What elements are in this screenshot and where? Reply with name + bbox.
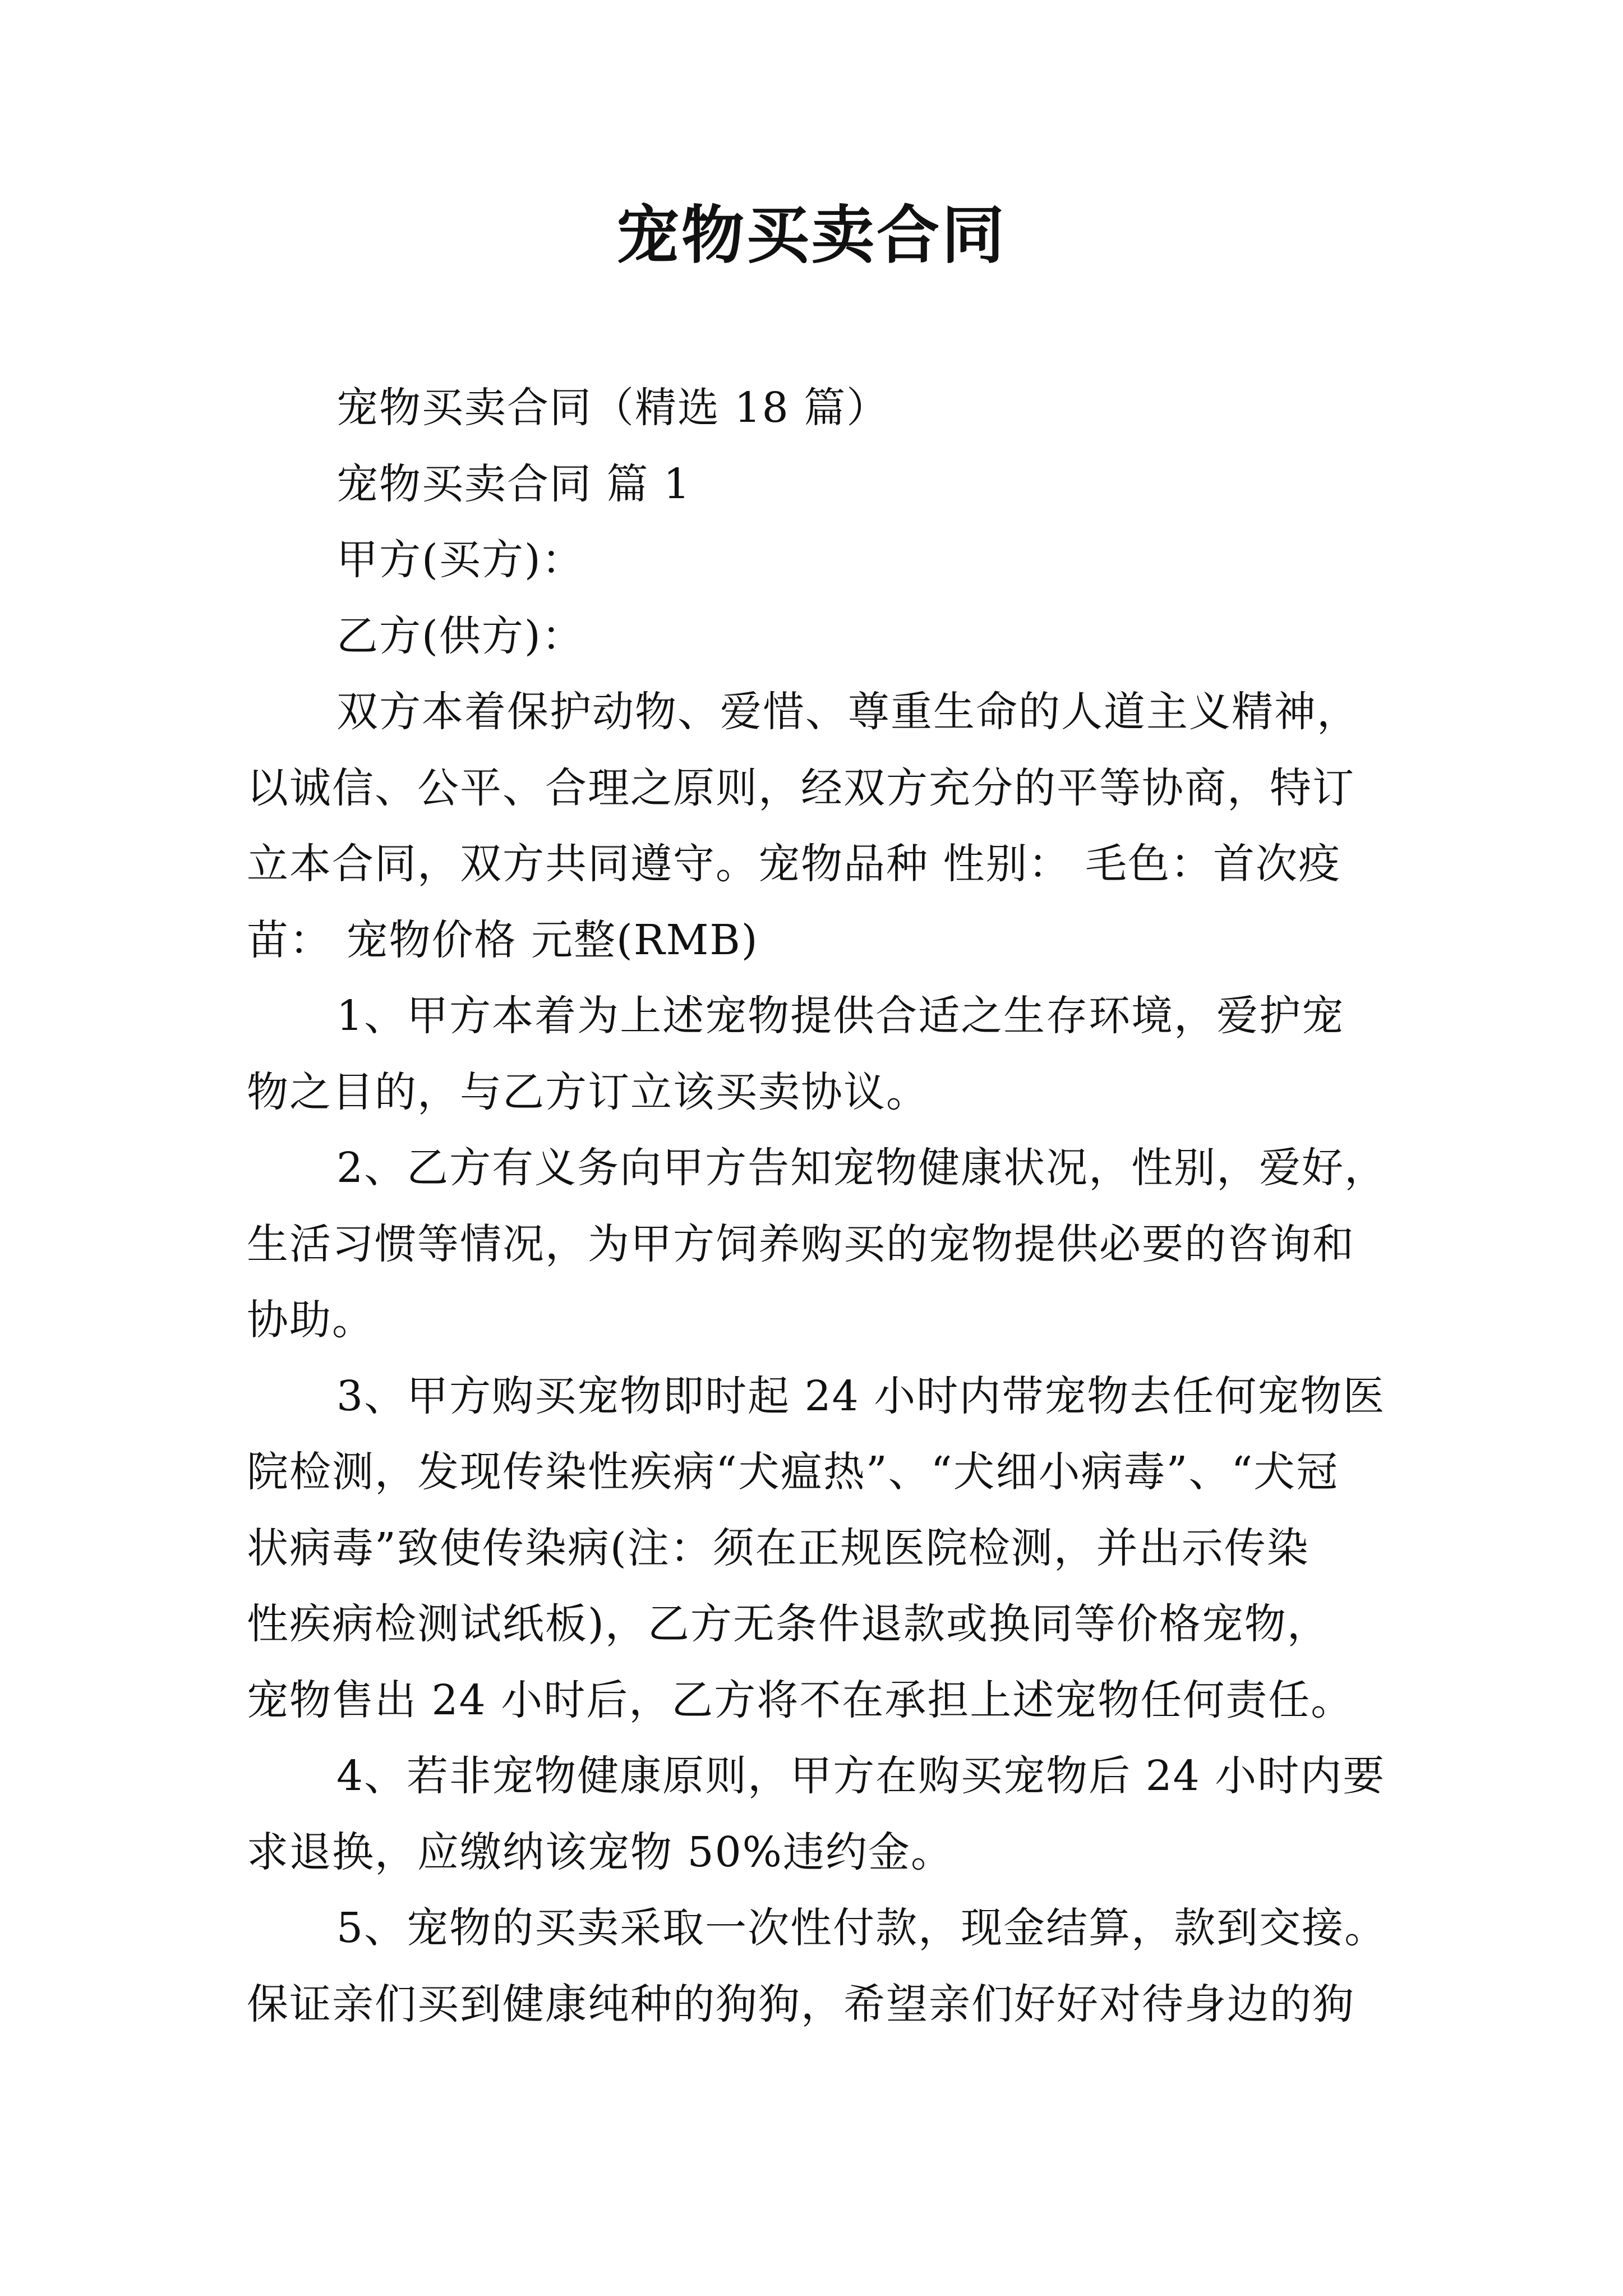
text-line: 3、甲方购买宠物即时起 24 小时内带宠物去任何宠物医 (336, 1372, 1386, 1420)
text-line: 乙方(供方)： (336, 611, 584, 660)
text-line: 求退换，应缴纳该宠物 50%违约金。 (247, 1828, 953, 1876)
text-line: 性疾病检测试纸板)，乙方无条件退款或换同等价格宠物， (247, 1600, 1330, 1648)
text-line: 保证亲们买到健康纯种的狗狗，希望亲们好好对待身边的狗 (247, 1980, 1355, 2028)
text-line: 甲方(买方)： (336, 536, 584, 584)
text-line: 宠物买卖合同（精选 18 篇） (336, 384, 889, 432)
text-line: 立本合同，双方共同遵守。宠物品种 性别： 毛色：首次疫 (247, 840, 1341, 888)
text-line: 1、甲方本着为上述宠物提供合适之生存环境，爱护宠 (336, 992, 1345, 1040)
paragraph (247, 1130, 1387, 1359)
text-line: 状病毒”致使传染病(注：须在正规医院检测，并出示传染 (247, 1524, 1310, 1572)
text-line: 宠物售出 24 小时后，乙方将不在承担上述宠物任何责任。 (247, 1676, 1354, 1724)
text-line: 2、乙方有义务向甲方告知宠物健康状况，性别，爱好， (336, 1144, 1387, 1192)
paragraph (247, 1890, 1387, 2042)
paragraph (247, 674, 1380, 978)
text-line: 院检测，发现传染性疾病“犬瘟热”、“犬细小病毒”、“犬冠 (247, 1448, 1339, 1496)
paragraph (247, 1359, 1386, 1739)
paragraph (247, 978, 1380, 1130)
document-body (247, 370, 1387, 2042)
paragraph (247, 370, 1380, 447)
text-line: 物之目的，与乙方订立该买卖协议。 (247, 1068, 929, 1116)
text-line: 4、若非宠物健康原则，甲方在购买宠物后 24 小时内要 (336, 1752, 1386, 1800)
paragraph (247, 522, 1380, 599)
paragraph (247, 447, 1380, 523)
text-line: 苗： 宠物价格 元整(RMB) (247, 915, 759, 964)
document-title: 宠物买卖合同 (616, 199, 1007, 272)
text-line: 以诚信、公平、合理之原则，经双方充分的平等协商，特订 (247, 763, 1355, 812)
text-line: 生活习惯等情况，为甲方饲养购买的宠物提供必要的咨询和 (247, 1220, 1355, 1268)
paragraph (247, 1738, 1386, 1890)
paragraph (247, 599, 1380, 675)
text-line: 双方本着保护动物、爱惜、尊重生命的人道主义精神， (336, 688, 1359, 736)
text-line: 宠物买卖合同 篇 1 (336, 459, 691, 508)
text-line: 协助。 (247, 1296, 375, 1344)
text-line: 5、宠物的买卖采取一次性付款，现金结算，款到交接。 (336, 1904, 1387, 1952)
